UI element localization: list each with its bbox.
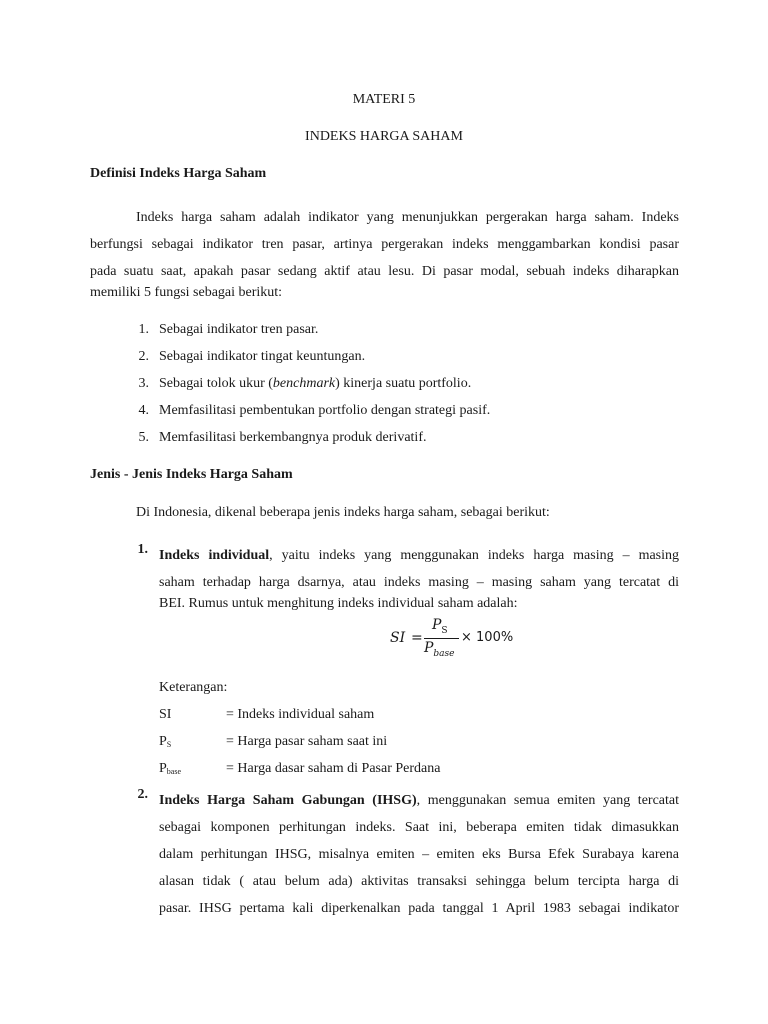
header-title: INDEKS HARGA SAHAM	[305, 129, 463, 144]
list-number: 4.	[138, 403, 149, 418]
formula-rhs: × 100%	[461, 630, 514, 645]
intro-line-4: memiliki 5 fungsi sebagai berikut:	[90, 285, 283, 300]
item-number: 1.	[137, 542, 148, 557]
keterangan-desc: = Harga pasar saham saat ini	[226, 734, 388, 749]
intro-line-1: Indeks harga saham adalah indikator yang menunjukkan pergerakan harga saham. Indeks	[136, 210, 679, 225]
item2-line-3: dalam perhitungan IHSG, misalnya emiten – emiten eks Bursa Efek Surabaya karena	[159, 847, 679, 862]
section-title-definisi: Definisi Indeks Harga Saham	[90, 166, 267, 181]
item1-line-1: Indeks individual, yaitu indeks yang menggunakan indeks harga masing – masing	[159, 548, 680, 563]
keterangan-symbol: $P_S$	[159, 734, 172, 749]
keterangan-symbol: SI	[159, 707, 172, 722]
formula-numerator: $P_S$	[432, 617, 448, 636]
header-materi: MATERI 5	[352, 92, 416, 107]
keterangan-label: Keterangan:	[159, 680, 228, 695]
keterangan-desc: = Harga dasar saham di Pasar Perdana	[226, 761, 441, 776]
formula-denominator: $P_{base}$	[424, 640, 455, 659]
item-number: 2.	[137, 787, 148, 802]
intro-line-3: pada suatu saat, apakah pasar sedang aktif atau lesu. Di pasar modal, sebuah indeks diharapkan	[90, 264, 679, 279]
formula-equals: =	[411, 630, 423, 646]
item2-line-2: sebagai komponen perhitungan indeks. Saat ini, beberapa emiten tidak dimasukkan	[159, 820, 679, 835]
intro-line-2: berfungsi sebagai indikator tren pasar, artinya pergerakan indeks menggambarkan kondisi pasar	[90, 237, 679, 252]
item1-line-2: saham terhadap harga dsarnya, atau indeks masing – masing saham yang tercatat di	[159, 575, 679, 590]
item2-line-5: pasar. IHSG pertama kali diperkenalkan pada tanggal 1 April 1983 sebagai indikator	[159, 901, 679, 916]
formula-lhs: SI	[390, 630, 406, 646]
item1-line-3: BEI. Rumus untuk menghitung indeks individual saham adalah:	[159, 596, 518, 611]
list-item: Sebagai tolok ukur (benchmark) kinerja suatu portfolio.	[159, 376, 472, 391]
item2-line-4: alasan tidak ( atau belum ada) aktivitas transaksi sehingga belum tercipta harga di	[159, 874, 679, 889]
list-item: Sebagai indikator tingat keuntungan.	[159, 349, 366, 364]
section-title-jenis: Jenis - Jenis Indeks Harga Saham	[90, 467, 293, 482]
list-number: 1.	[138, 322, 149, 337]
list-number: 5.	[138, 430, 149, 445]
list-item: Memfasilitasi berkembangnya produk derivatif.	[159, 430, 427, 445]
list-item: Memfasilitasi pembentukan portfolio dengan strategi pasif.	[159, 403, 491, 418]
list-number: 2.	[138, 349, 149, 364]
list-number: 3.	[138, 376, 149, 391]
keterangan-desc: = Indeks individual saham	[226, 707, 375, 722]
list-item: Sebagai indikator tren pasar.	[159, 322, 319, 337]
keterangan-symbol: $P_{base}$	[159, 761, 182, 776]
fraction-bar	[424, 638, 459, 639]
item2-line-1: Indeks Harga Saham Gabungan (IHSG), menggunakan semua emiten yang tercatat	[159, 793, 679, 808]
section2-intro: Di Indonesia, dikenal beberapa jenis indeks harga saham, sebagai berikut:	[136, 505, 550, 520]
